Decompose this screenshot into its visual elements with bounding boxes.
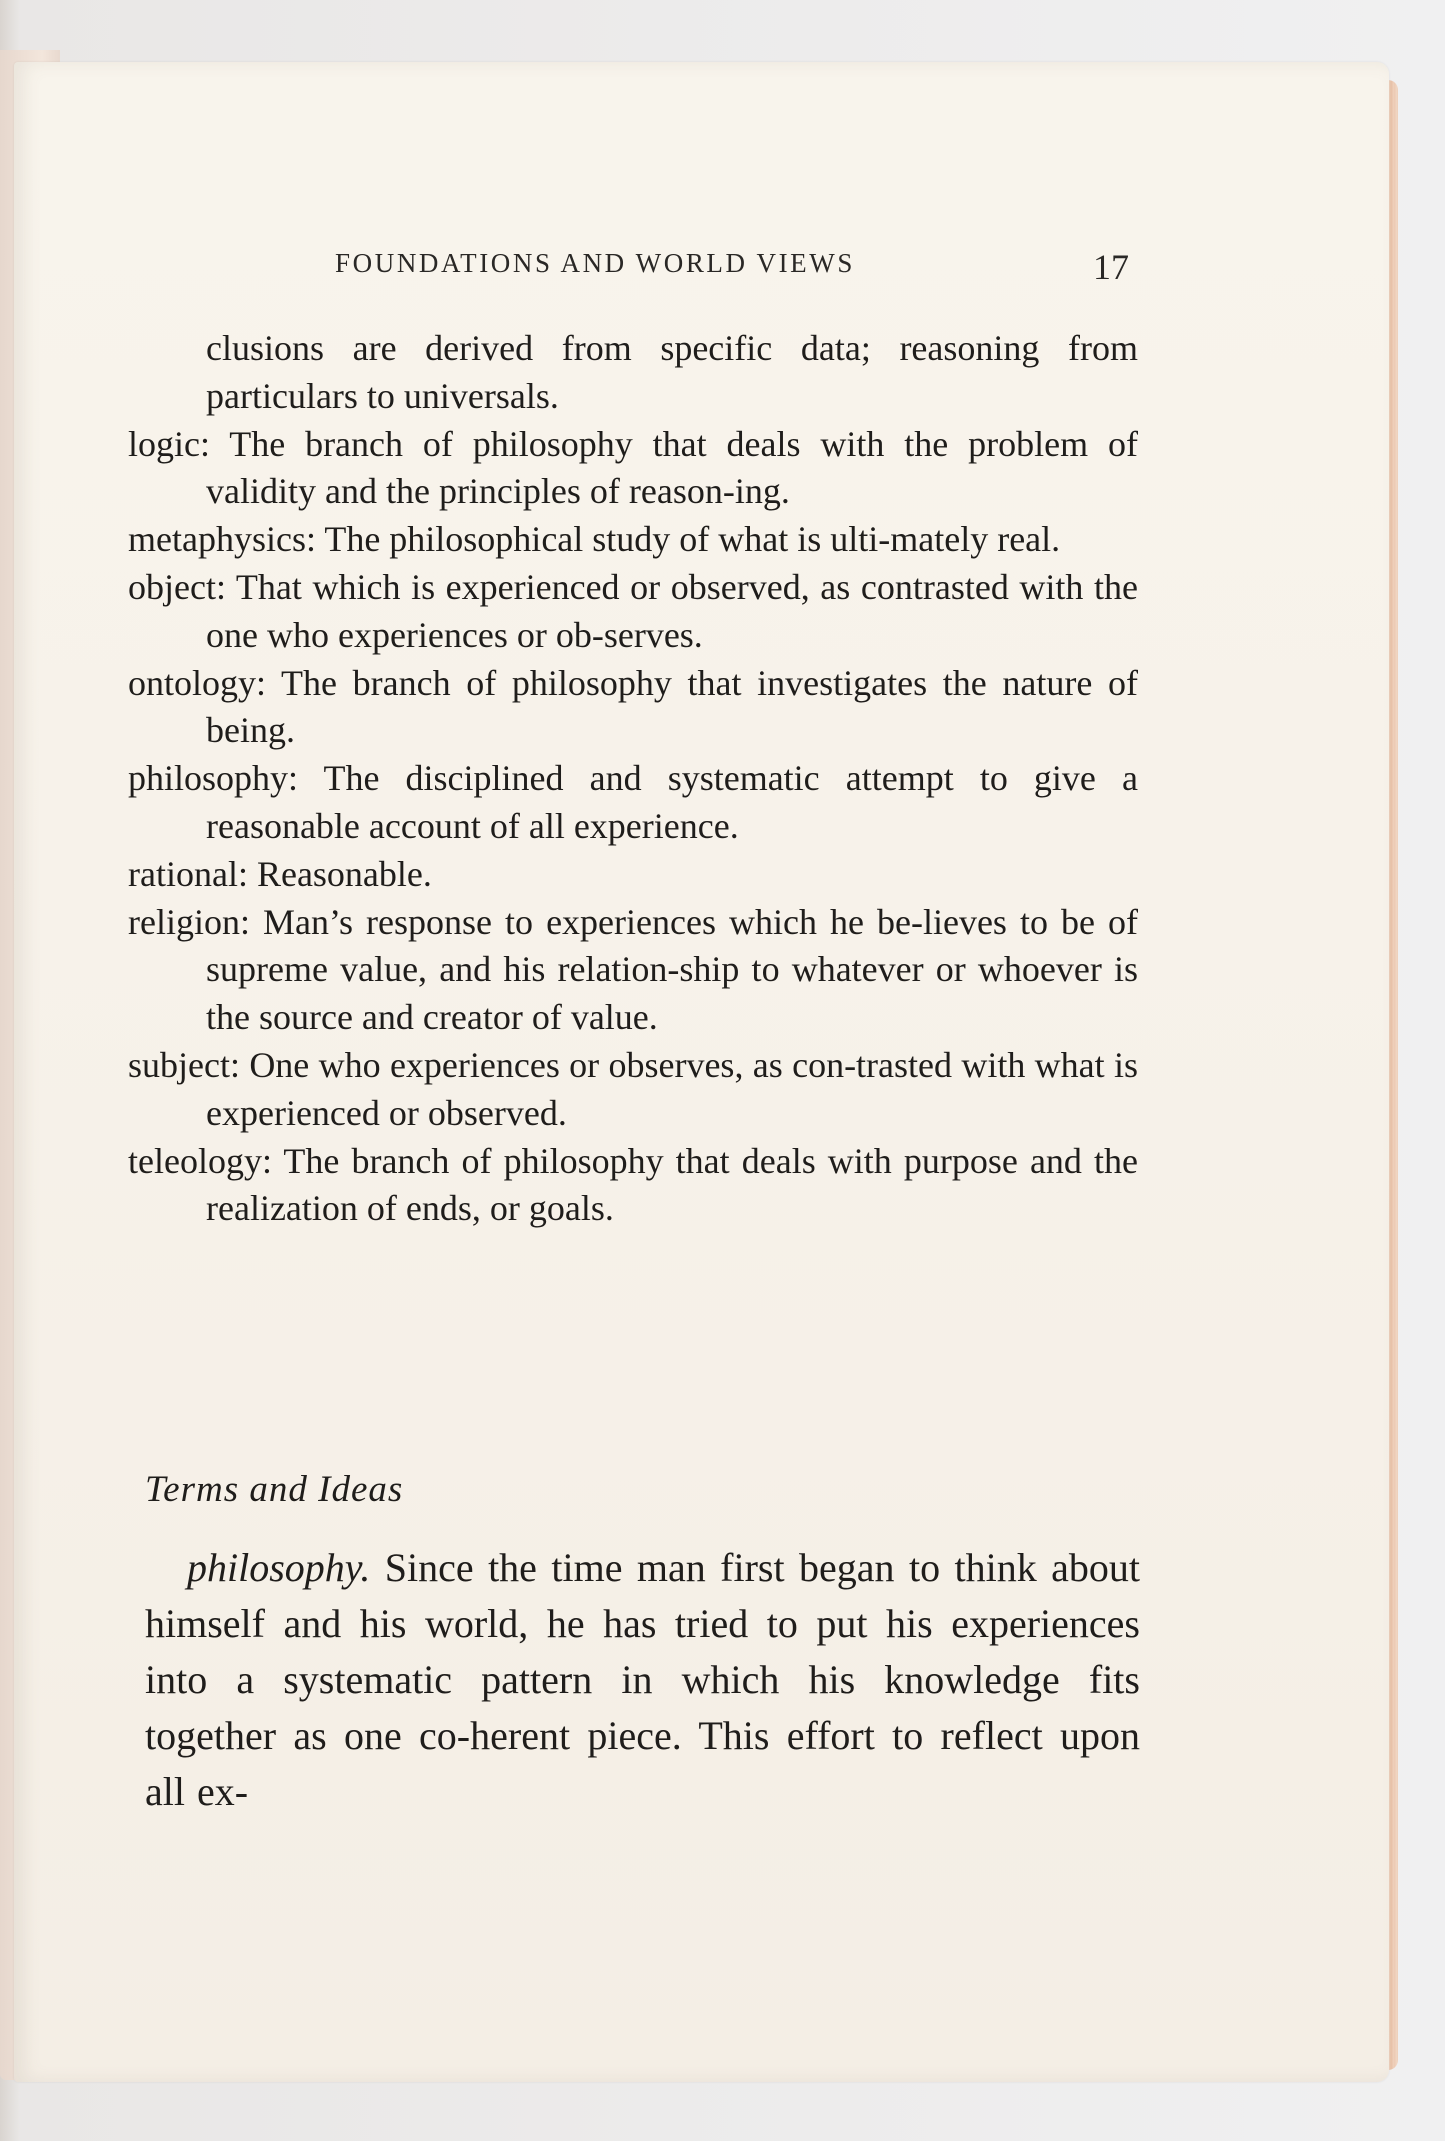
glossary-entry-philosophy xyxy=(128,755,1138,851)
glossary-term: logic: xyxy=(128,423,210,464)
glossary-entry-subject xyxy=(128,1042,1138,1138)
glossary-term: object: xyxy=(128,566,226,607)
glossary-entry-object xyxy=(128,564,1138,660)
glossary-entry-metaphysics xyxy=(128,516,1138,564)
glossary-definition: The branch of philosophy that investigates the nature of being. xyxy=(206,662,1138,751)
glossary-entry-teleology xyxy=(128,1138,1138,1234)
glossary-list xyxy=(128,325,1138,1233)
glossary-term: rational: xyxy=(128,853,248,894)
glossary-term: ontology: xyxy=(128,662,267,703)
glossary-entry-rational xyxy=(128,851,1138,899)
glossary-definition: The philosophical study of what is ulti-mately real. xyxy=(324,519,1061,560)
glossary-definition: The branch of philosophy that deals with the problem of validity and the principles of reason-ing. xyxy=(206,423,1138,512)
glossary-definition: That which is experienced or observed, as contrasted with the one who experiences or ob-serves. xyxy=(206,566,1138,655)
glossary-continued-definition: clusions are derived from specific data; reasoning from particulars to universals. xyxy=(206,328,1138,416)
glossary-definition: The branch of philosophy that deals with purpose and the realization of ends, or goals. xyxy=(206,1140,1138,1229)
glossary-definition: Man’s response to experiences which he be-lieves to be of supreme value, and his relation-ship to whatever or whoever is the source and creator of value. xyxy=(206,901,1138,1038)
section-heading: Terms and Ideas xyxy=(145,1469,404,1510)
glossary-term: religion: xyxy=(128,901,250,942)
running-title: FOUNDATIONS AND WORLD VIEWS xyxy=(335,248,855,278)
glossary-definition: One who experiences or observes, as con-trasted with what is experienced or observed. xyxy=(206,1044,1138,1133)
glossary-definition: The disciplined and systematic attempt to give a reasonable account of all experience. xyxy=(206,758,1138,846)
glossary-term: teleology: xyxy=(128,1140,272,1181)
paragraph-text: Since the time man first began to think about himself and his world, he has tried to put his experiences into a systematic pattern in which his knowledge fits together as one co-herent piece. This effort to reflect upon all ex- xyxy=(145,1545,1141,1814)
glossary-definition: Reasonable. xyxy=(256,853,432,894)
glossary-term: metaphysics: xyxy=(128,519,316,560)
glossary-entry-logic xyxy=(128,421,1138,517)
glossary-entry-religion xyxy=(128,899,1138,1042)
body-paragraph xyxy=(145,1540,1140,1820)
lead-term: philosophy. xyxy=(187,1545,371,1590)
glossary-term: philosophy: xyxy=(128,758,299,799)
glossary-term: subject: xyxy=(128,1044,240,1085)
page-number: 17 xyxy=(1093,247,1129,287)
glossary-entry-ontology xyxy=(128,660,1138,756)
